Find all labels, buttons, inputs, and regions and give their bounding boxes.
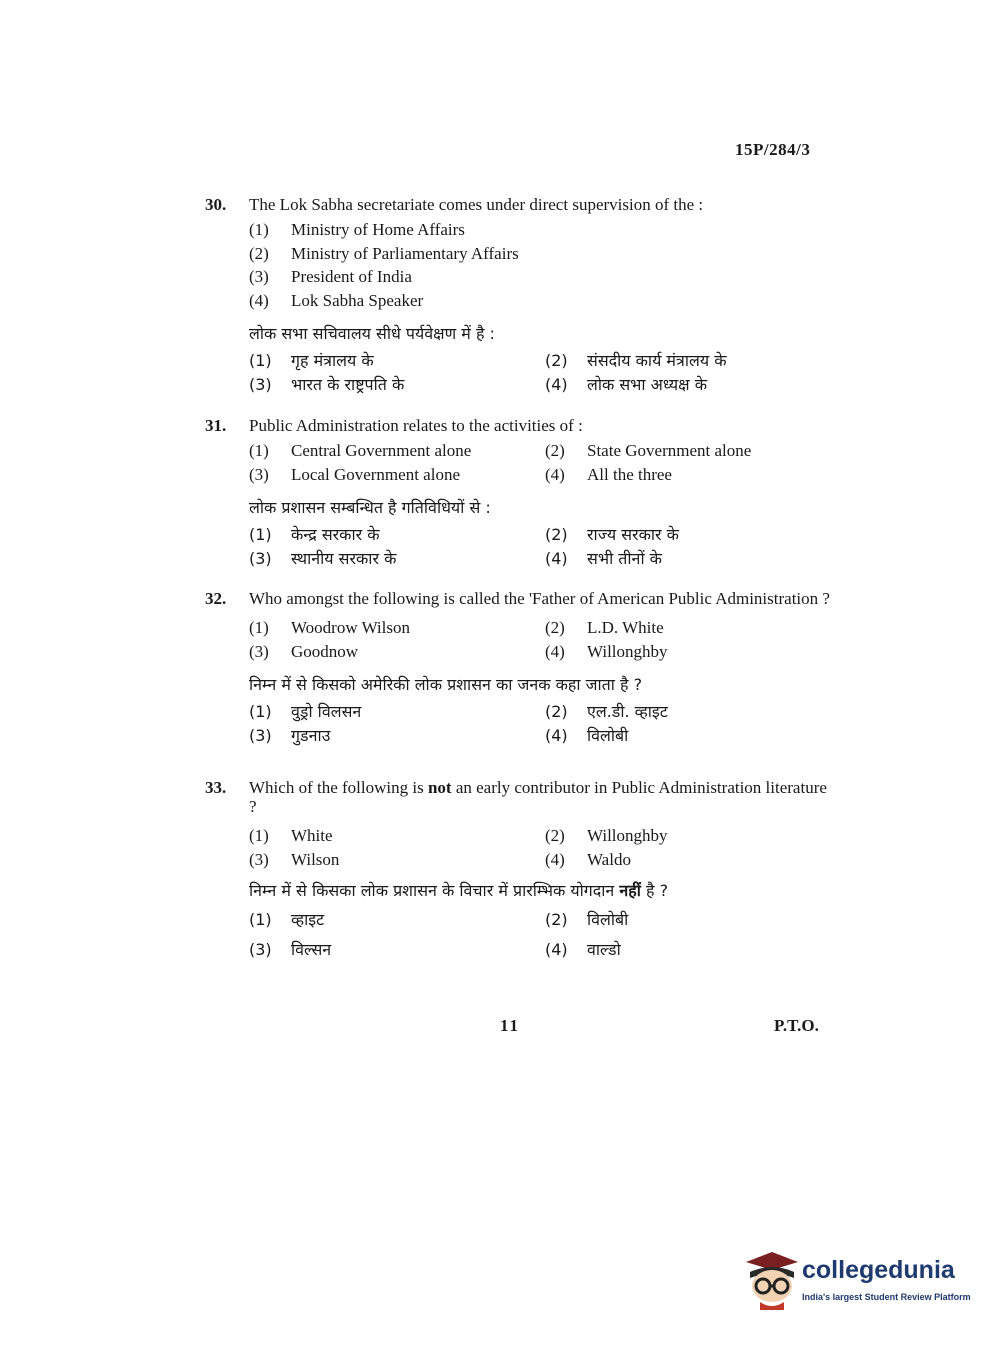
hindi-option: (1) गृह मंत्रालय के — [249, 351, 374, 370]
hindi-option: (1) व्हाइट — [249, 910, 325, 929]
hindi-question — [249, 322, 835, 345]
option: (2) State Government alone — [545, 441, 752, 460]
logo-tagline: India's largest Student Review Platform — [802, 1292, 971, 1302]
option: (4) Willonghby — [545, 641, 668, 661]
hindi-question-text: लोक प्रशासन सम्बन्धित है गतिविधियों से : — [249, 498, 491, 517]
pto-label: P.T.O. — [774, 1016, 819, 1035]
paper-code: 15P/284/3 — [735, 140, 811, 159]
option: (4) Waldo — [545, 849, 631, 869]
option: (3) Local Government alone — [249, 464, 460, 484]
option: (1) Woodrow Wilson — [249, 618, 410, 637]
hindi-option: (2) राज्य सरकार के — [545, 525, 679, 544]
option: (1) White — [249, 826, 333, 845]
option: (1) Ministry of Home Affairs — [249, 220, 465, 239]
option: (3) Goodnow — [249, 641, 359, 661]
hindi-question — [249, 496, 835, 519]
question-33 — [205, 778, 835, 968]
emphasis-not: not — [427, 778, 452, 797]
hindi-question-text: निम्न में से किसको अमेरिकी लोक प्रशासन का जनक कहा जाता है ? — [249, 675, 643, 694]
hindi-question-text: निम्न में से किसका लोक प्रशासन के विचार में प्रारम्भिक योगदान नहीं है ? — [249, 881, 669, 900]
question-number: 32. — [205, 589, 227, 608]
option: (1) Central Government alone — [249, 441, 472, 460]
question-number: 31. — [205, 416, 227, 435]
option: (3) Wilson — [249, 849, 340, 869]
emphasis-nahin: नहीं — [619, 881, 641, 900]
hindi-question — [249, 881, 835, 900]
question-30 — [205, 193, 835, 396]
hindi-question-text: लोक सभा सचिवालय सीधे पर्यवेक्षण में है : — [249, 324, 495, 343]
question-32 — [205, 589, 835, 747]
hindi-option: (3) भारत के राष्ट्रपति के — [249, 374, 405, 394]
hindi-option: (2) विलोबी — [545, 910, 629, 929]
option: (4) Lok Sabha Speaker — [249, 290, 424, 310]
question-text: The Lok Sabha secretariate comes under direct supervision of the : — [249, 195, 704, 214]
hindi-question — [249, 673, 835, 696]
hindi-option: (3) स्थानीय सरकार के — [249, 548, 397, 568]
option: (4) All the three — [545, 464, 672, 484]
mascot-icon — [742, 1248, 800, 1310]
option: (2) Ministry of Parliamentary Affairs — [249, 243, 519, 263]
collegedunia-logo — [742, 1248, 972, 1318]
hindi-option: (2) संसदीय कार्य मंत्रालय के — [545, 351, 727, 370]
question-text: Who amongst the following is called the 'Father of American Public Administration ? — [249, 589, 830, 608]
option: (2) Willonghby — [545, 826, 668, 845]
hindi-option: (3) विल्सन — [249, 940, 332, 959]
option: (3) President of India — [249, 267, 412, 286]
question-text: Public Administration relates to the activities of : — [249, 416, 583, 435]
question-31 — [205, 414, 835, 570]
hindi-option: (4) सभी तीनों के — [545, 548, 662, 568]
logo-wordmark: collegedunia — [802, 1256, 955, 1284]
hindi-option: (1) केन्द्र सरकार के — [249, 525, 380, 544]
hindi-option: (1) वुड्रो विलसन — [249, 702, 362, 721]
option: (2) L.D. White — [545, 618, 664, 637]
hindi-option: (3) गुडनाउ — [249, 725, 331, 745]
question-text: Which of the following is not an early contributor in Public Administration literature ? — [249, 778, 827, 816]
hindi-option: (4) वाल्डो — [545, 940, 621, 959]
hindi-option: (4) लोक सभा अध्यक्ष के — [545, 374, 708, 394]
question-number: 33. — [205, 778, 227, 797]
hindi-option: (4) विलोबी — [545, 725, 629, 745]
hindi-option: (2) एल.डी. व्हाइट — [545, 702, 668, 721]
question-number: 30. — [205, 195, 227, 214]
page-number: 11 — [500, 1016, 521, 1035]
